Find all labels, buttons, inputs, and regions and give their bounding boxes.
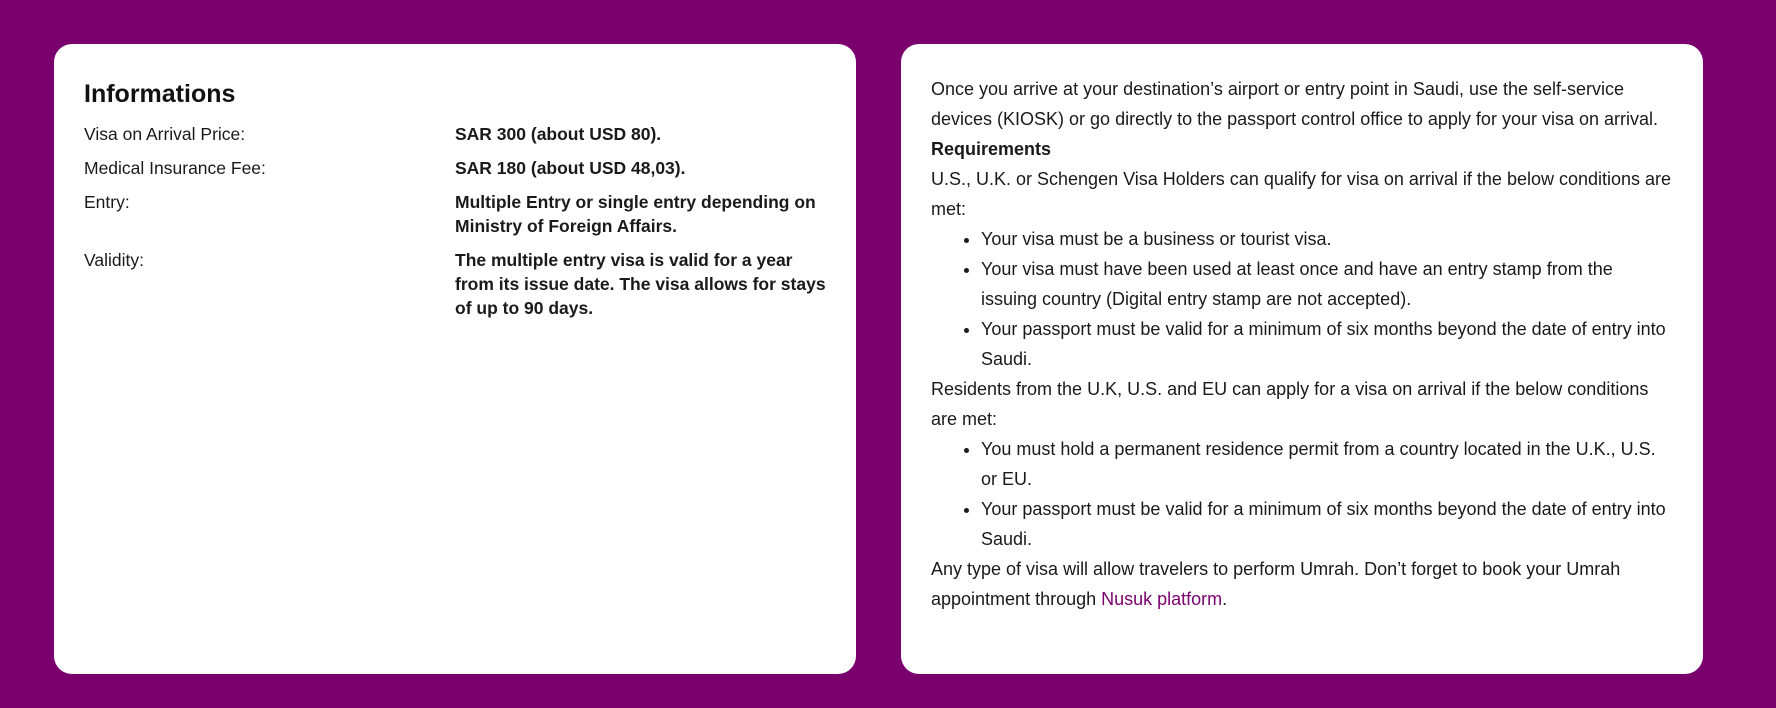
requirements-heading: Requirements	[931, 139, 1052, 159]
list-item: • You must hold a permanent residence permit from a country located in the U.K., U.S. or EU.	[981, 434, 1673, 494]
closing-paragraph	[931, 554, 1673, 614]
residents-paragraph: Residents from the U.K, U.S. and EU can apply for a visa on arrival if the below conditions are met:	[931, 379, 1649, 429]
closing-text: Any type of visa will allow travelers to perform Umrah. Don’t forget to book your Umrah appointment through	[931, 559, 1621, 609]
info-value: SAR 180 (about USD 48,03).	[455, 158, 686, 178]
list-item: • Your passport must be valid for a minimum of six months beyond the date of entry into Saudi.	[981, 494, 1673, 554]
list-item: • Your passport must be valid for a minimum of six months beyond the date of entry into Saudi.	[981, 314, 1673, 374]
details-card	[901, 44, 1703, 674]
info-row-entry	[84, 190, 826, 238]
visa-holders-paragraph: U.S., U.K. or Schengen Visa Holders can qualify for visa on arrival if the below conditions are met:	[931, 169, 1672, 219]
info-row-insurance	[84, 156, 826, 180]
info-label: Entry:	[84, 192, 130, 212]
info-value: SAR 300 (about USD 80).	[455, 124, 662, 144]
list-item: • Your visa must have been used at least once and have an entry stamp from the issuing country (Digital entry stamp are not accepted).	[981, 254, 1673, 314]
visa-holders-conditions-list	[931, 224, 1673, 374]
closing-suffix: .	[1222, 589, 1228, 609]
info-label: Visa on Arrival Price:	[84, 124, 246, 144]
informations-card	[54, 44, 856, 674]
info-label: Medical Insurance Fee:	[84, 158, 266, 178]
info-row-validity	[84, 248, 826, 320]
info-value: Multiple Entry or single entry depending on Ministry of Foreign Affairs.	[455, 192, 816, 236]
informations-title: Informations	[84, 80, 236, 108]
nusuk-platform-link[interactable]: Nusuk platform	[1101, 589, 1223, 609]
list-item: • Your visa must be a business or tourist visa.	[981, 224, 1673, 254]
info-row-price	[84, 122, 826, 146]
info-value: The multiple entry visa is valid for a year from its issue date. The visa allows for stays of up to 90 days.	[455, 250, 826, 318]
residents-conditions-list	[931, 434, 1673, 554]
intro-paragraph: Once you arrive at your destination’s airport or entry point in Saudi, use the self-service devices (KIOSK) or go directly to the passport control office to apply for your visa on arrival.	[931, 79, 1658, 129]
info-label: Validity:	[84, 250, 144, 270]
